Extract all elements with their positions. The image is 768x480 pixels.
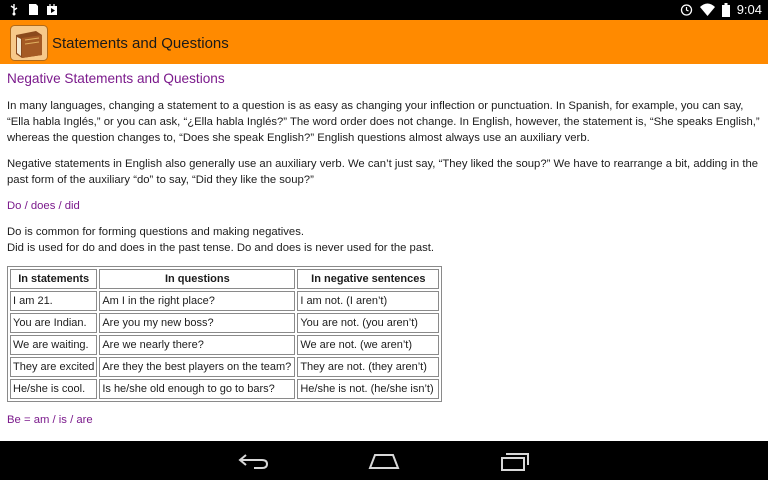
- table-row: [10, 379, 439, 399]
- table-cell: I am not. (I aren’t): [297, 291, 439, 311]
- table-row: [10, 291, 439, 311]
- table-cell: Am I in the right place?: [99, 291, 295, 311]
- book-icon[interactable]: [10, 25, 48, 61]
- usb-icon: [8, 3, 20, 16]
- paragraph: In many languages, changing a statement to a question is as easy as changing your inflection or punctuation. In Spanish, for example, you can say, “Ella habla Inglés,” or you can ask, “¿Ella habla Inglés?” The word order does not change. In English, however, the statement is, “She speaks English,” whereas the question changes to, “Does she speak English?” English questions almost always use an auxiliary verb.: [7, 100, 760, 144]
- text-line: Do is common for forming questions and making negatives.: [7, 226, 305, 238]
- sd-card-icon: [27, 3, 39, 16]
- table-cell: They are excited: [10, 357, 97, 377]
- alarm-icon: [680, 3, 693, 16]
- table-header-row: [10, 269, 439, 289]
- subheading-be: Be = am / is / are: [7, 414, 93, 426]
- table-cell: You are not. (you aren’t): [297, 313, 439, 333]
- paragraph: Negative statements in English also generally use an auxiliary verb. We can’t just say, “They liked the soup?” We have to rearrange a bit, adding in the past form of the auxiliary “do” to say, “Did they like the soup?”: [7, 158, 759, 186]
- table-row: [10, 357, 439, 377]
- table-row: [10, 335, 439, 355]
- text-line: Did is used for do and does in the past tense. Do and does is never used for the past.: [7, 242, 435, 254]
- recent-apps-icon[interactable]: [496, 449, 532, 473]
- table-cell: Are you my new boss?: [99, 313, 295, 333]
- column-header: In negative sentences: [297, 269, 439, 289]
- column-header: In statements: [10, 269, 97, 289]
- table-cell: You are Indian.: [10, 313, 97, 333]
- table-cell: He/she is cool.: [10, 379, 97, 399]
- navigation-bar: [0, 441, 768, 480]
- table-row: [10, 313, 439, 333]
- subheading-do-does-did: Do / does / did: [7, 200, 80, 212]
- table-cell: They are not. (they aren’t): [297, 357, 439, 377]
- wifi-icon: [700, 3, 715, 16]
- column-header: In questions: [99, 269, 295, 289]
- play-store-icon: [46, 3, 58, 16]
- page-title: Statements and Questions: [52, 35, 229, 52]
- table-cell: Are we nearly there?: [99, 335, 295, 355]
- content-scroll[interactable]: [0, 65, 768, 441]
- section-heading: Negative Statements and Questions: [7, 71, 225, 86]
- back-icon[interactable]: [236, 449, 272, 473]
- grammar-table: [7, 266, 442, 402]
- table-cell: We are not. (we aren’t): [297, 335, 439, 355]
- table-cell: Is he/she old enough to go to bars?: [99, 379, 295, 399]
- table-cell: We are waiting.: [10, 335, 97, 355]
- table-cell: I am 21.: [10, 291, 97, 311]
- home-icon[interactable]: [366, 449, 402, 473]
- table-cell: He/she is not. (he/she isn’t): [297, 379, 439, 399]
- status-time: 9:04: [736, 2, 762, 17]
- table-cell: Are they the best players on the team?: [99, 357, 295, 377]
- battery-icon: [722, 3, 730, 17]
- status-bar: [0, 0, 768, 20]
